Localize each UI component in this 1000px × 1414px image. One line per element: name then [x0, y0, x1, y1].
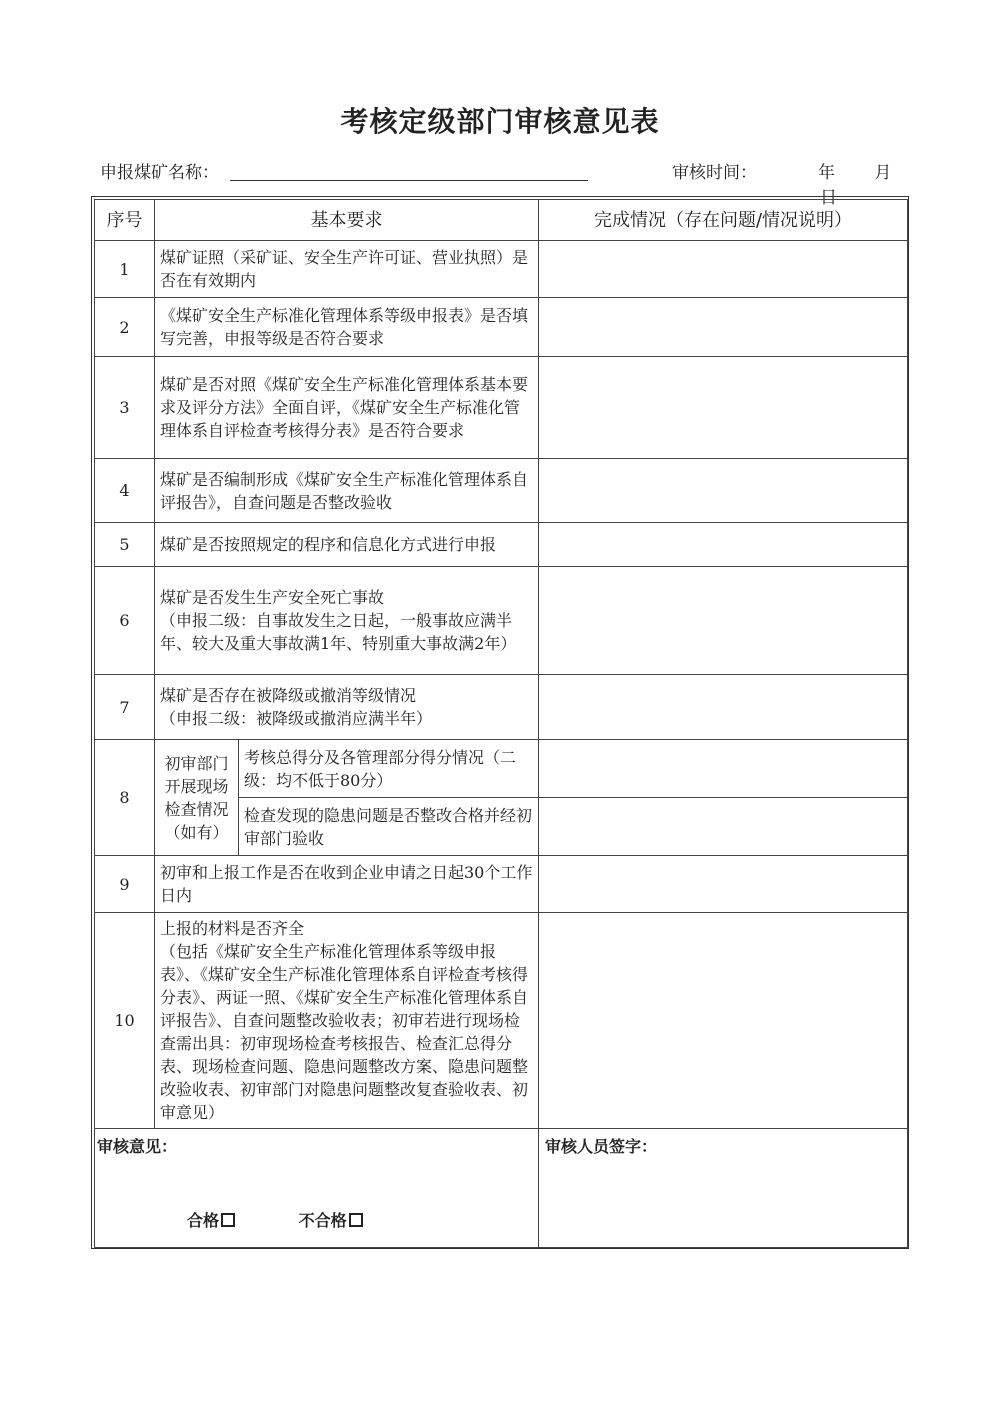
header-seq: 序号 — [95, 200, 155, 241]
signature-label: 审核人员签字： — [545, 1137, 658, 1156]
row-note: （申报二级：自事故发生之日起，一般事故应满半年、较大及重大事故满1年、特别重大事故满2年） — [160, 611, 517, 653]
header-row — [95, 200, 908, 241]
row-requirement: 《煤矿安全生产标准化管理体系等级申报表》是否填写完善，申报等级是否符合要求 — [155, 298, 539, 357]
review-time-label: 审核时间： — [672, 163, 757, 183]
row-requirement: 煤矿证照（采矿证、安全生产许可证、营业执照）是否在有效期内 — [155, 241, 539, 298]
row-group-label: 初审部门开展现场检查情况（如有） — [155, 740, 239, 856]
row-requirement-cell — [155, 675, 539, 740]
row-status-cell[interactable] — [539, 567, 908, 675]
row-seq: 5 — [95, 523, 155, 567]
row-requirement: 煤矿是否按照规定的程序和信息化方式进行申报 — [155, 523, 539, 567]
header-requirement: 基本要求 — [155, 200, 539, 241]
table-row — [95, 913, 908, 1129]
row-status-cell[interactable] — [539, 523, 908, 567]
row-sub-requirement: 检查发现的隐患问题是否整改合格并经初审部门验收 — [239, 798, 539, 856]
row-seq: 8 — [95, 740, 155, 856]
row-requirement: 煤矿是否发生生产安全死亡事故 — [160, 588, 385, 607]
opinion-row — [95, 1129, 908, 1248]
review-table — [94, 199, 908, 1248]
pass-fail-options — [187, 1209, 421, 1232]
table-row — [95, 856, 908, 913]
table-row — [95, 567, 908, 675]
signature-cell[interactable] — [539, 1129, 908, 1248]
row-requirement: 煤矿是否存在被降级或撤消等级情况 — [160, 686, 417, 705]
row-seq: 1 — [95, 241, 155, 298]
table-row — [95, 298, 908, 357]
row-requirement: 煤矿是否对照《煤矿安全生产标准化管理体系基本要求及评分方法》全面自评，《煤矿安全生产标准化管理体系自评检查考核得分表》是否符合要求 — [155, 357, 539, 459]
date-unit-month: 月 — [874, 163, 892, 183]
pass-option[interactable] — [187, 1209, 235, 1232]
row-status-cell[interactable] — [539, 241, 908, 298]
row-status-cell[interactable] — [539, 913, 908, 1129]
pass-checkbox[interactable] — [221, 1213, 235, 1227]
row-seq: 10 — [95, 913, 155, 1129]
row-status-cell[interactable] — [539, 675, 908, 740]
row-seq: 4 — [95, 459, 155, 523]
row-requirement: 初审和上报工作是否在收到企业申请之日起30个工作日内 — [155, 856, 539, 913]
row-status-cell[interactable] — [539, 357, 908, 459]
row-status-cell[interactable] — [539, 798, 908, 856]
table-row — [95, 241, 908, 298]
fail-checkbox[interactable] — [349, 1213, 363, 1227]
mine-name-label: 申报煤矿名称： — [100, 163, 219, 183]
row-status-cell[interactable] — [539, 856, 908, 913]
fail-option[interactable] — [299, 1209, 363, 1232]
row-requirement: 上报的材料是否齐全 — [160, 919, 305, 938]
row-seq: 3 — [95, 357, 155, 459]
row-requirement-cell — [155, 567, 539, 675]
row-seq: 9 — [95, 856, 155, 913]
row-sub-requirement: 考核总得分及各管理部分得分情况（二级：均不低于80分） — [239, 740, 539, 798]
header-info-line — [100, 158, 902, 208]
date-unit-year: 年 — [818, 163, 835, 183]
row-seq: 6 — [95, 567, 155, 675]
table-row — [95, 459, 908, 523]
table-row — [95, 357, 908, 459]
row-requirement-cell — [155, 913, 539, 1129]
row-note: （包括《煤矿安全生产标准化管理体系等级申报表》、《煤矿安全生产标准化管理体系自评检查考核得分表》、两证一照、《煤矿安全生产标准化管理体系自评报告》、自查问题整改验收表；初审若进行现场检查需出具：初审现场检查考核报告、检查汇总得分表、现场检查问题、隐患问题整改方案、隐患问题整改验收表、初审部门对隐患问题整改复查验收表、初审意见） — [160, 942, 529, 1122]
table-row — [95, 523, 908, 567]
mine-name-field[interactable] — [230, 180, 588, 181]
row-status-cell[interactable] — [539, 459, 908, 523]
pass-option-label: 合格 — [187, 1211, 220, 1230]
date-unit-day: 日 — [820, 188, 837, 208]
table-row — [95, 740, 908, 798]
row-requirement: 煤矿是否编制形成《煤矿安全生产标准化管理体系自评报告》，自查问题是否整改验收 — [155, 459, 539, 523]
row-status-cell[interactable] — [539, 740, 908, 798]
row-note: （申报二级：被降级或撤消应满半年） — [160, 709, 433, 728]
fail-option-label: 不合格 — [298, 1211, 347, 1230]
review-opinion-label: 审核意见： — [97, 1137, 178, 1156]
row-seq: 2 — [95, 298, 155, 357]
header-status: 完成情况（存在问题/情况说明） — [539, 200, 908, 241]
review-opinion-cell[interactable] — [95, 1129, 539, 1248]
page-title: 考核定级部门审核意见表 — [340, 105, 660, 138]
row-seq: 7 — [95, 675, 155, 740]
table-row — [95, 675, 908, 740]
row-status-cell[interactable] — [539, 298, 908, 357]
